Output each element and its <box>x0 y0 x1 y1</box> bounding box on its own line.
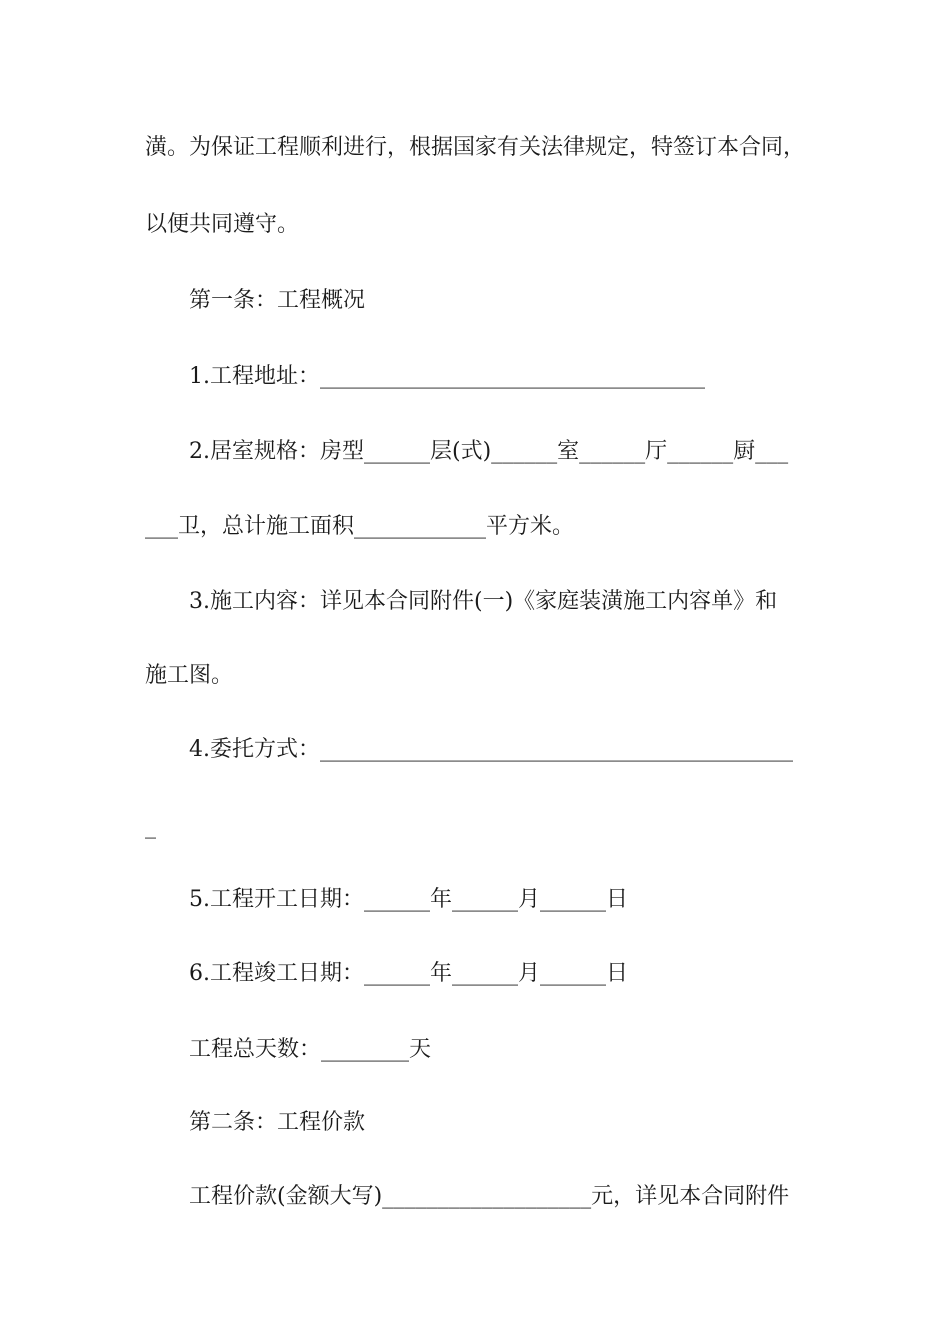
clause-commission: 4.委托方式：___________________________________________ <box>189 737 793 762</box>
paragraph-line: 潢。为保证工程顺利进行，根据国家有关法律规定，特签订本合同， <box>145 135 806 160</box>
paragraph-line: 施工图。 <box>145 663 234 688</box>
article-heading: 第二条：工程价款 <box>189 1110 366 1135</box>
clause-price: 工程价款(金额大写)___________________元，详见本合同附件 <box>189 1184 790 1209</box>
clause-end-date: 6.工程竣工日期：______年______月______日 <box>189 961 628 986</box>
paragraph-line: 以便共同遵守。 <box>145 212 300 237</box>
clause-address: 1.工程地址：___________________________________ <box>189 364 705 389</box>
clause-start-date: 5.工程开工日期：______年______月______日 <box>189 887 628 912</box>
paragraph-line: ___卫，总计施工面积____________平方米。 <box>145 514 575 539</box>
article-heading: 第一条：工程概况 <box>189 288 366 313</box>
clause-room-spec: 2.居室规格：房型______层(式)______室______厅______厨___ <box>189 439 789 464</box>
clause-content: 3.施工内容：详见本合同附件(一)《家庭装潢施工内容单》和 <box>189 589 778 614</box>
paragraph-line: _ <box>145 814 156 839</box>
clause-total-days: 工程总天数：________天 <box>189 1037 432 1062</box>
